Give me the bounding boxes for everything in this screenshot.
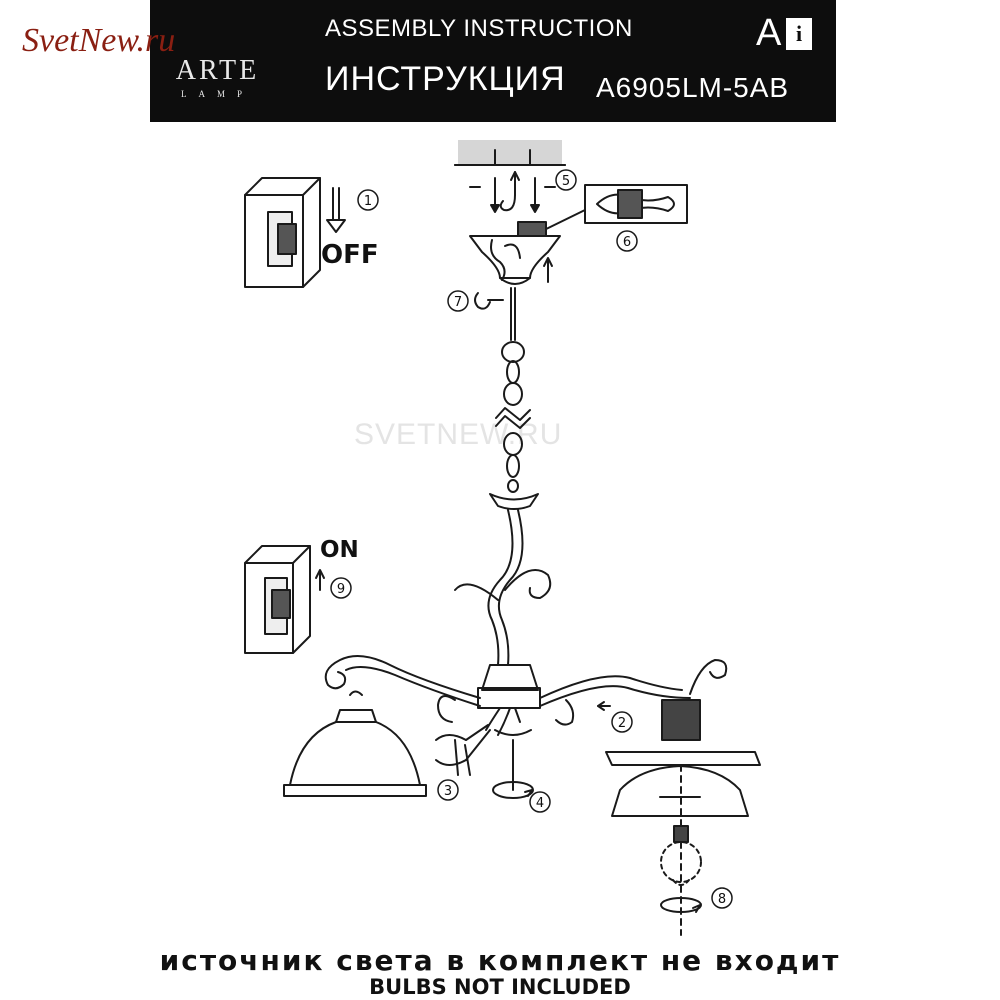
- title-english: ASSEMBLY INSTRUCTION: [325, 15, 633, 42]
- step-marker-4: [530, 792, 550, 812]
- svg-text:4: 4: [535, 796, 545, 811]
- switch-on: [245, 546, 324, 653]
- svg-text:2: 2: [617, 716, 627, 731]
- title-russian: ИНСТРУКЦИЯ: [325, 60, 566, 98]
- switch-off: [245, 178, 345, 287]
- brand-subtitle: LAMP: [180, 89, 254, 99]
- step-marker-7: [448, 291, 468, 311]
- model-number: A6905LM-5AB: [596, 72, 790, 103]
- language-letter: A: [756, 12, 782, 54]
- ceiling: [455, 140, 565, 165]
- brand-name: ARTE: [175, 55, 260, 86]
- step-marker-1: [358, 190, 378, 210]
- svg-text:1: 1: [363, 194, 373, 209]
- svg-text:3: 3: [443, 784, 453, 799]
- info-icon: i: [786, 18, 812, 50]
- svg-text:5: 5: [561, 174, 571, 189]
- step-marker-8: [712, 888, 732, 908]
- connector-detail: [518, 185, 687, 236]
- switch-on-label: ON: [320, 537, 359, 563]
- ceiling-fixings: [470, 172, 555, 212]
- pliers: [436, 725, 490, 775]
- canopy: [470, 236, 560, 284]
- canopy-screw: [475, 288, 515, 340]
- bulbs-note-english: BULBS NOT INCLUDED: [369, 975, 631, 999]
- central-cup: [455, 494, 550, 690]
- step-marker-3: [438, 780, 458, 800]
- step-marker-6: [617, 231, 637, 251]
- right-shade: [606, 700, 760, 935]
- svg-text:8: 8: [717, 892, 727, 907]
- step-marker-5: [556, 170, 576, 190]
- switch-off-label: OFF: [321, 240, 379, 270]
- bulbs-note-russian: источник света в комплект не входит: [159, 944, 841, 977]
- svg-text:6: 6: [622, 235, 632, 250]
- bottom-finial: [493, 730, 533, 798]
- site-watermark: SVETNEW.RU: [354, 418, 563, 451]
- chain: [496, 342, 530, 492]
- svg-text:7: 7: [453, 295, 463, 310]
- step-marker-9: [331, 578, 351, 598]
- logo-watermark: SvetNew.ru: [22, 22, 176, 59]
- step-marker-2: [612, 712, 632, 732]
- left-shade: [284, 692, 426, 797]
- svg-text:9: 9: [336, 582, 346, 597]
